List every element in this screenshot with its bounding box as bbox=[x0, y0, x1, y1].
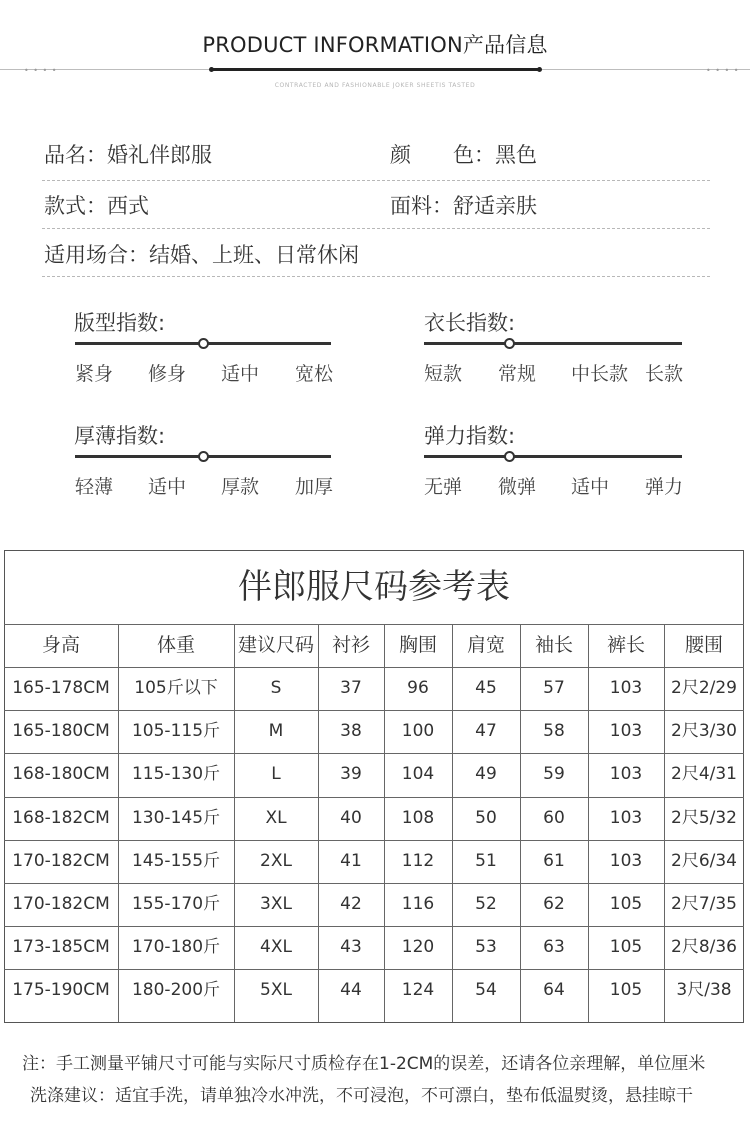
table-cell: 52 bbox=[475, 894, 497, 914]
index-title: 版型指数: bbox=[74, 311, 166, 335]
table-cell: 2尺6/34 bbox=[671, 850, 737, 871]
table-cell: 2尺2/29 bbox=[671, 678, 737, 698]
table-cell: 155-170斤 bbox=[131, 894, 221, 914]
info-occasion: 适用场合：结婚、上班、日常休闲 bbox=[44, 243, 359, 267]
index-scale-label: 修身 bbox=[148, 363, 187, 385]
table-cell: 41 bbox=[340, 850, 362, 871]
table-cell: 105 bbox=[609, 894, 643, 914]
table-cell: 112 bbox=[401, 850, 435, 871]
index-scale-label: 适中 bbox=[221, 363, 260, 385]
divider bbox=[42, 276, 710, 277]
table-cell: 103 bbox=[609, 721, 643, 742]
table-cell: 108 bbox=[401, 807, 435, 828]
index-marker bbox=[504, 451, 515, 462]
index-scale-bar bbox=[424, 342, 682, 345]
index-scale-label: 短款 bbox=[424, 363, 463, 385]
rule-end-dot-right bbox=[537, 67, 542, 72]
washing-note: 洗涤建议：适宜手洗，请单独冷水冲洗，不可浸泡，不可漂白，垫布低温熨烫，悬挂晾干 bbox=[30, 1086, 693, 1106]
table-cell: 2尺7/35 bbox=[671, 894, 737, 914]
table-cell: 3XL bbox=[260, 894, 292, 914]
table-cell: 42 bbox=[340, 894, 362, 914]
table-cell: 96 bbox=[407, 678, 429, 698]
index-marker bbox=[198, 338, 209, 349]
table-cell: 64 bbox=[543, 980, 565, 1001]
table-cell: 104 bbox=[401, 764, 435, 785]
table-cell: 49 bbox=[475, 764, 497, 785]
table-cell: 105斤以下 bbox=[134, 678, 218, 698]
table-cell: 124 bbox=[401, 980, 435, 1001]
table-cell: 2尺4/31 bbox=[671, 764, 737, 785]
index-scale-bar bbox=[424, 455, 682, 458]
header-rule-main bbox=[212, 68, 540, 71]
table-cell: 2尺5/32 bbox=[671, 807, 737, 828]
divider bbox=[42, 228, 710, 229]
table-cell: 45 bbox=[475, 678, 497, 698]
table-cell: 38 bbox=[340, 721, 362, 742]
index-marker bbox=[504, 338, 515, 349]
index-scale-label: 中长款 bbox=[571, 363, 629, 385]
rule-end-dot-left bbox=[209, 67, 214, 72]
table-cell: 173-185CM bbox=[12, 937, 110, 958]
info-product-name: 品名：婚礼伴郎服 bbox=[44, 143, 212, 167]
table-cell: 39 bbox=[340, 764, 362, 785]
table-cell: 51 bbox=[475, 850, 497, 871]
table-cell: 103 bbox=[609, 807, 643, 828]
table-cell: 37 bbox=[340, 678, 362, 698]
table-cell: 165-178CM bbox=[12, 678, 110, 698]
index-scale-label: 适中 bbox=[571, 476, 610, 498]
index-scale-label: 轻薄 bbox=[75, 476, 114, 498]
index-scale-label: 宽松 bbox=[295, 363, 334, 385]
table-cell: XL bbox=[265, 807, 287, 828]
table-cell: 61 bbox=[543, 850, 565, 871]
index-scale-label: 厚款 bbox=[221, 476, 260, 498]
index-scale-label: 微弹 bbox=[498, 476, 537, 498]
table-cell: 2尺3/30 bbox=[671, 721, 737, 742]
table-header-cell: 肩宽 bbox=[466, 634, 505, 656]
table-cell: 105-115斤 bbox=[131, 721, 221, 742]
table-cell: 2尺8/36 bbox=[671, 937, 737, 958]
table-cell: 145-155斤 bbox=[131, 850, 221, 871]
table-cell: 105 bbox=[609, 937, 643, 958]
table-title: 伴郎服尺码参考表 bbox=[238, 567, 510, 607]
table-cell: 60 bbox=[543, 807, 565, 828]
table-cell: 57 bbox=[543, 678, 565, 698]
table-cell: 103 bbox=[609, 678, 643, 698]
measurement-note: 注：手工测量平铺尺寸可能与实际尺寸质检存在1-2CM的误差，还请各位亲理解，单位厘米 bbox=[22, 1054, 706, 1074]
table-cell: 103 bbox=[609, 850, 643, 871]
table-cell: M bbox=[268, 721, 284, 742]
table-cell: 43 bbox=[340, 937, 362, 958]
index-scale-label: 加厚 bbox=[295, 476, 334, 498]
table-cell: 100 bbox=[401, 721, 435, 742]
table-cell: 59 bbox=[543, 764, 565, 785]
table-cell: 116 bbox=[401, 894, 435, 914]
table-cell: 50 bbox=[475, 807, 497, 828]
table-cell: 175-190CM bbox=[12, 980, 110, 1001]
index-scale-label: 常规 bbox=[498, 363, 537, 385]
table-cell: 130-145斤 bbox=[131, 807, 221, 828]
index-scale-label: 紧身 bbox=[75, 363, 114, 385]
table-cell: 58 bbox=[543, 721, 565, 742]
table-header-cell: 袖长 bbox=[534, 634, 573, 656]
info-color: 颜 色：黑色 bbox=[390, 143, 537, 167]
table-cell: 62 bbox=[543, 894, 565, 914]
table-cell: 170-182CM bbox=[12, 894, 110, 914]
index-title: 厚薄指数: bbox=[74, 424, 166, 448]
divider bbox=[42, 180, 710, 181]
section-subtitle: CONTRACTED AND FASHIONABLE JOKER SHEETIS TASTED bbox=[274, 82, 476, 89]
index-scale-label: 适中 bbox=[148, 476, 187, 498]
table-cell: 53 bbox=[475, 937, 497, 958]
table-cell: 168-180CM bbox=[12, 764, 110, 785]
table-header-cell: 裤长 bbox=[606, 634, 645, 656]
table-cell: S bbox=[270, 678, 282, 698]
table-cell: 168-182CM bbox=[12, 807, 110, 828]
index-scale-label: 弹力 bbox=[645, 476, 684, 498]
table-header-cell: 胸围 bbox=[398, 634, 437, 656]
table-cell: 40 bbox=[340, 807, 362, 828]
table-cell: 170-180斤 bbox=[131, 937, 221, 958]
index-scale-label: 无弹 bbox=[424, 476, 463, 498]
table-cell: 5XL bbox=[260, 980, 292, 1001]
table-cell: 63 bbox=[543, 937, 565, 958]
table-cell: 170-182CM bbox=[12, 850, 110, 871]
table-cell: 165-180CM bbox=[12, 721, 110, 742]
index-marker bbox=[198, 451, 209, 462]
info-fabric: 面料：舒适亲肤 bbox=[390, 194, 537, 218]
table-header-cell: 衬衫 bbox=[331, 634, 370, 656]
table-cell: 3尺/38 bbox=[676, 980, 732, 1001]
section-title: PRODUCT INFORMATION产品信息 bbox=[202, 33, 548, 57]
table-header-cell: 身高 bbox=[41, 634, 80, 656]
table-cell: 120 bbox=[401, 937, 435, 958]
table-cell: 4XL bbox=[260, 937, 292, 958]
decorative-dots-left: • • • • bbox=[24, 66, 58, 75]
info-style: 款式：西式 bbox=[44, 194, 149, 218]
index-title: 弹力指数: bbox=[424, 424, 516, 448]
table-header-cell: 建议尺码 bbox=[237, 634, 314, 656]
table-cell: 2XL bbox=[260, 850, 292, 871]
table-cell: 47 bbox=[475, 721, 497, 742]
table-cell: 44 bbox=[340, 980, 362, 1001]
index-scale-label: 长款 bbox=[645, 363, 684, 385]
table-cell: L bbox=[271, 764, 281, 785]
table-cell: 180-200斤 bbox=[131, 980, 221, 1001]
table-header-cell: 腰围 bbox=[684, 634, 723, 656]
table-cell: 54 bbox=[475, 980, 497, 1001]
table-header-cell: 体重 bbox=[156, 634, 195, 656]
table-cell: 103 bbox=[609, 764, 643, 785]
decorative-dots-right: • • • • bbox=[706, 66, 740, 75]
table-cell: 105 bbox=[609, 980, 643, 1001]
table-cell: 115-130斤 bbox=[131, 764, 221, 785]
index-title: 衣长指数: bbox=[424, 311, 516, 335]
